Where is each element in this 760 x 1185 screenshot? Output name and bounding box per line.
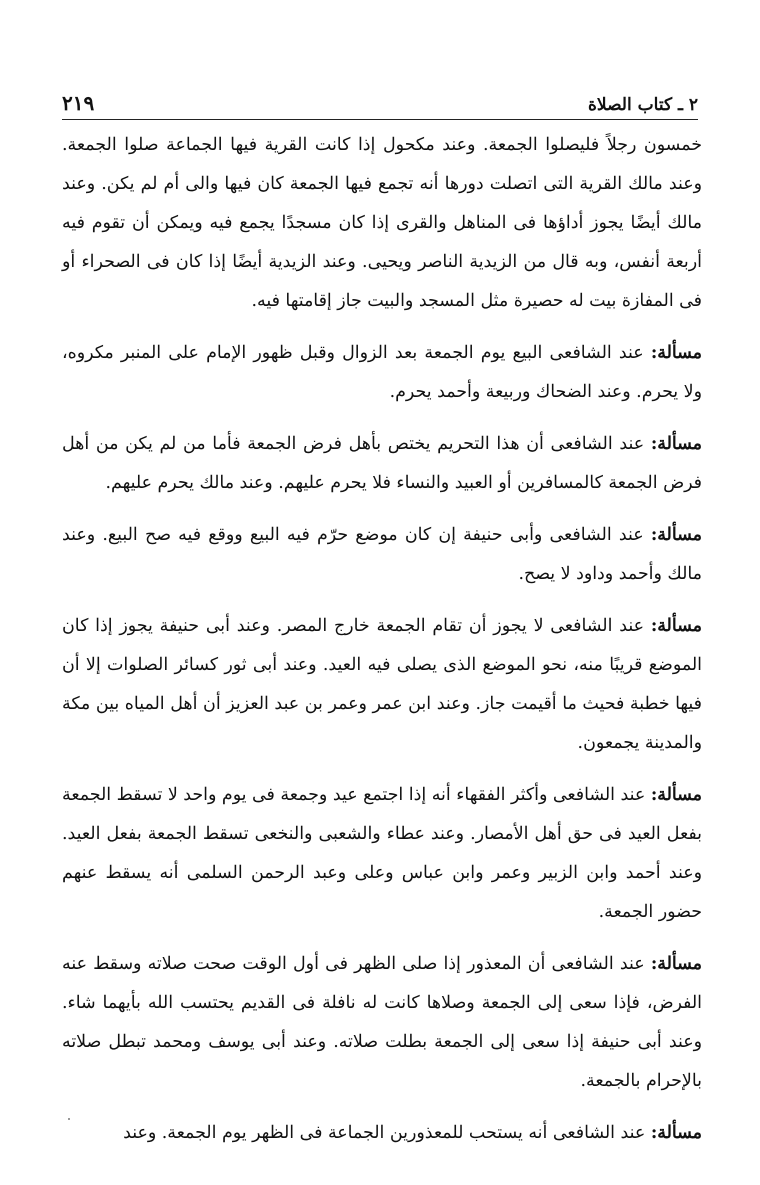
page-header bbox=[62, 88, 698, 120]
masala-label: مسألة: bbox=[650, 954, 702, 974]
scan-speck bbox=[68, 1118, 70, 1120]
masala-label: مسألة: bbox=[650, 785, 702, 805]
intro-paragraph: خمسون رجلاً فليصلوا الجمعة. وعند مكحول إذا كانت القرية فيها الجماعة صلوا الجمعة. وعند مالك القرية التى اتصلت دورها أنه تجمع فيها الجمعة كان فيها والى أم لم يكن. وعند مالك أيضًا يجوز أداؤها فى المناهل والقرى إذا كان مسجدًا يجمع فيه ويمكن أن تقوم فيه أربعة أنفس، وبه قال من الزيدية الناصر ويحيى. وعند الزيدية أيضًا إذا كان فى الصحراء أو فى المفازة بيت له حصيرة مثل المسجد والبيت جاز إقامتها فيه. bbox=[62, 135, 702, 311]
masala-label: مسألة: bbox=[650, 343, 702, 363]
masala-paragraph bbox=[62, 776, 702, 932]
masala-text: عند الشافعى أن هذا التحريم يختص بأهل فرض الجمعة فأما من لم يكن من أهل فرض الجمعة كالمسافرين أو العبيد والنساء فلا يحرم عليهم. وعند مالك يحرم عليهم. bbox=[62, 434, 702, 493]
masala-text: عند الشافعى وأبى حنيفة إن كان موضع حرّم فيه البيع ووقع فيه صح البيع. وعند مالك وأحمد وداود لا يصح. bbox=[62, 525, 702, 584]
masala-text: عند الشافعى لا يجوز أن تقام الجمعة خارج المصر. وعند أبى حنيفة يجوز إذا كان الموضع قريبًا منه، نحو الموضع الذى يصلى فيه العيد. وعند أبى ثور كسائر الصلوات إلا أن فيها خطبة فحيث ما أقيمت جاز. وعند ابن عمر وعمر بن عبد العزيز أن أهل المياه بين مكة والمدينة يجمعون. bbox=[62, 616, 702, 753]
masala-paragraph bbox=[62, 516, 702, 594]
masala-paragraph bbox=[62, 1114, 702, 1153]
masala-text: عند الشافعى أنه يستحب للمعذورين الجماعة فى الظهر يوم الجمعة. وعند bbox=[123, 1123, 646, 1143]
masala-paragraph bbox=[62, 607, 702, 763]
masala-text: عند الشافعى البيع يوم الجمعة بعد الزوال وقبل ظهور الإمام على المنبر مكروه، ولا يحرم. وعند الضحاك وربيعة وأحمد يحرم. bbox=[62, 343, 702, 402]
masala-paragraph bbox=[62, 425, 702, 503]
masala-label: مسألة: bbox=[650, 616, 702, 636]
masala-text: عند الشافعى وأكثر الفقهاء أنه إذا اجتمع عيد وجمعة فى يوم واحد لا تسقط الجمعة بفعل العيد فى حق أهل الأمصار. وعند عطاء والشعبى والنخعى تسقط الجمعة بفعل العيد. وعند أحمد وابن الزبير وعمر وابن عباس وعلى وعبد الرحمن السلمى أنه يسقط عنهم حضور الجمعة. bbox=[62, 785, 702, 922]
masala-label: مسألة: bbox=[650, 1123, 702, 1143]
masala-paragraph bbox=[62, 945, 702, 1101]
page-number: ٢١٩ bbox=[62, 91, 95, 115]
masala-paragraph bbox=[62, 334, 702, 412]
masala-text: عند الشافعى أن المعذور إذا صلى الظهر فى أول الوقت صحت صلاته وسقط عنه الفرض، فإذا سعى إلى الجمعة وصلاها كانت له نافلة فى القديم يحتسب الله بأيهما شاء. وعند أبى حنيفة إذا سعى إلى الجمعة بطلت صلاته. وعند أبى يوسف ومحمد تبطل صلاته بالإحرام بالجمعة. bbox=[62, 954, 702, 1091]
page-body bbox=[62, 126, 702, 1166]
chapter-title: ٢ ـ كتاب الصلاة bbox=[588, 95, 698, 115]
masala-label: مسألة: bbox=[650, 434, 702, 454]
masala-label: مسألة: bbox=[650, 525, 702, 545]
